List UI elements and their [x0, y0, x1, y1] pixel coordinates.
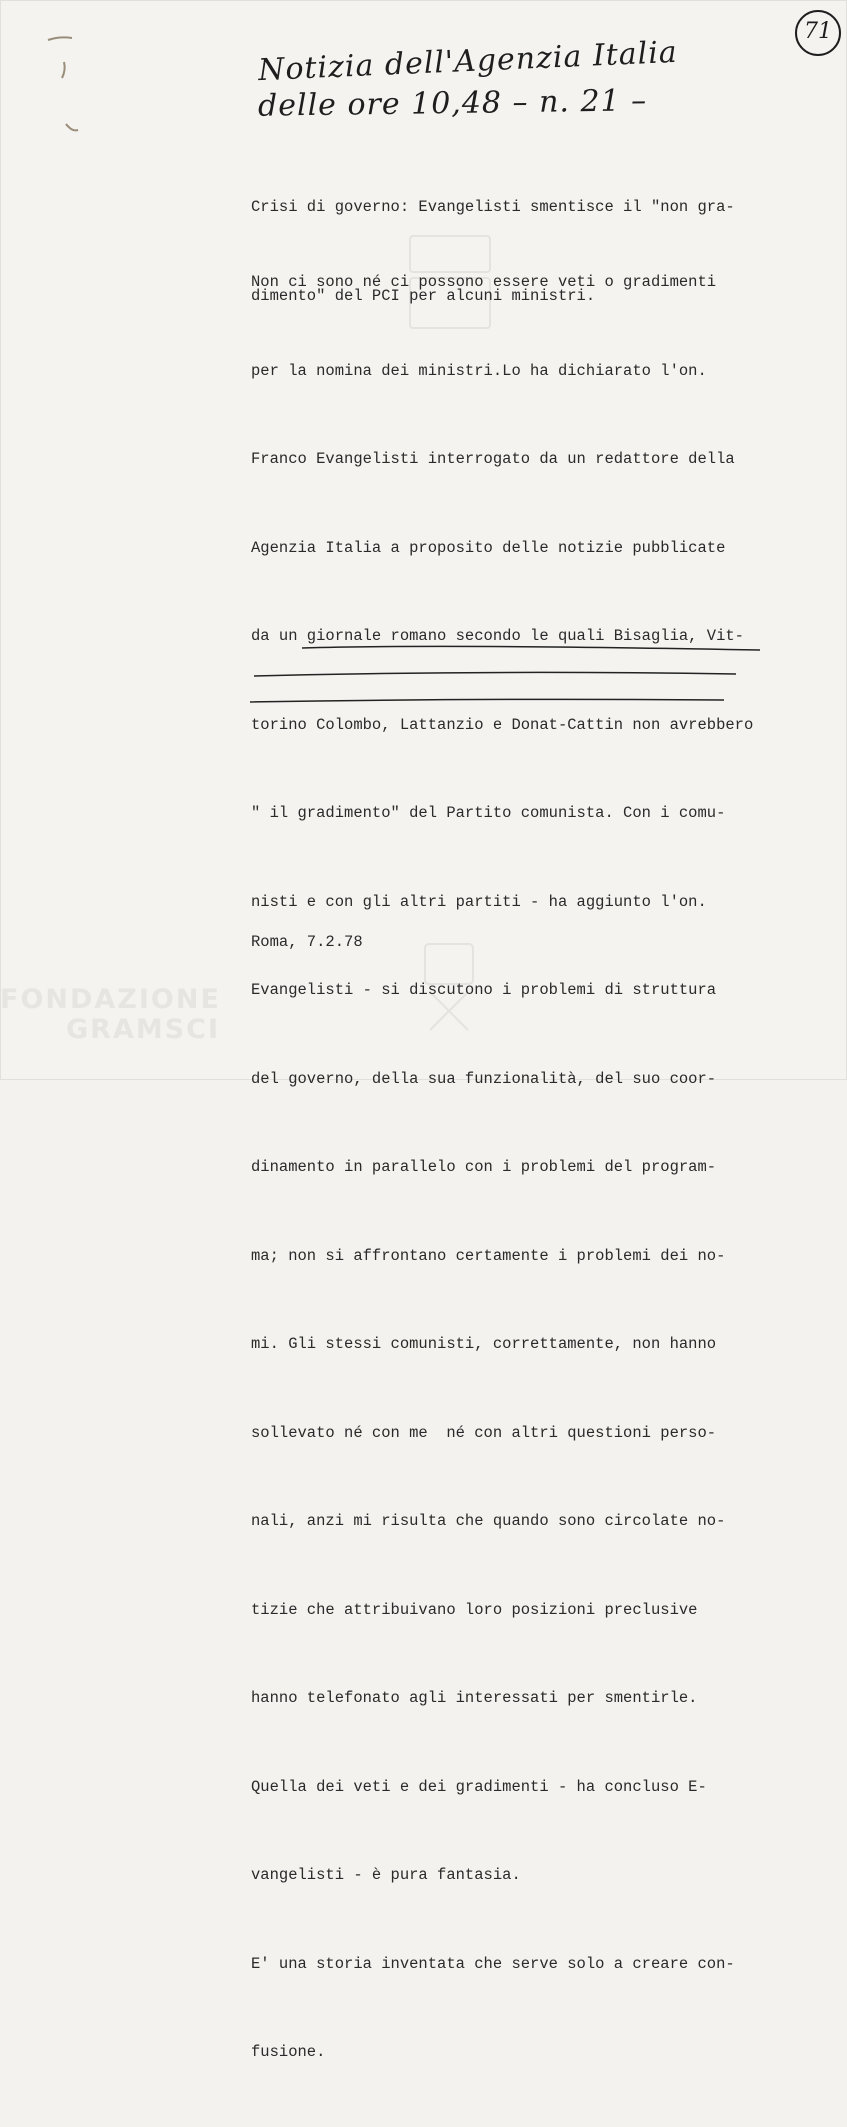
dateline-text: Roma, 7.2.78 [251, 933, 363, 951]
body-line: Quella dei veti e dei gradimenti - ha concluso E- [251, 1777, 707, 1796]
body-line: Evangelisti - si discutono i problemi di struttura [251, 981, 717, 999]
handwritten-header-line-1: Notizia dell'Agenzia Italia [257, 34, 679, 89]
body-line: dinamento in parallelo con i problemi del program- [251, 1158, 717, 1176]
body-line: da un giornale romano secondo le quali Bisaglia, Vit- [251, 627, 744, 645]
body-line: ma; non si affrontano certamente i problemi dei no- [251, 1246, 726, 1265]
body-line: sollevato né con me né con altri questioni perso- [251, 1423, 717, 1442]
body-line: per la nomina dei ministri.Lo ha dichiarato l'on. [251, 361, 707, 380]
body-line: Franco Evangelisti interrogato da un redattore della [251, 450, 735, 468]
body-line: vangelisti - è pura fantasia. [251, 1866, 521, 1884]
dateline [251, 869, 791, 1017]
watermark-line-1: FONDAZIONE [0, 984, 221, 1015]
body-line: " il gradimento" del Partito comunista. Con i comu- [251, 804, 726, 822]
body-line: fusione. [251, 2043, 326, 2061]
body-line: tizie che attribuivano loro posizioni preclusive [251, 1600, 698, 1619]
handwritten-page-number: 71 [795, 10, 841, 56]
body-line: Non ci sono né ci possono essere veti o gradimenti [251, 273, 717, 291]
archive-watermark [0, 985, 221, 1045]
body-line: torino Colombo, Lattanzio e Donat-Cattin non avrebbero [251, 715, 754, 734]
body-line: E' una storia inventata che serve solo a creare con- [251, 1954, 735, 1973]
handwritten-underlines [240, 640, 780, 710]
body-line: nali, anzi mi risulta che quando sono circolate no- [251, 1512, 726, 1530]
title-line: Crisi di governo: Evangelisti smentisce il "non gra- [251, 198, 735, 216]
margin-pencil-marks [20, 20, 110, 170]
body-line: hanno telefonato agli interessati per smentirle. [251, 1689, 698, 1707]
body-line: mi. Gli stessi comunisti, correttamente, non hanno [251, 1335, 717, 1353]
watermark-line-2: GRAMSCI [66, 1014, 221, 1045]
document-body [251, 209, 791, 2127]
title-line: dimento" del PCI per alcuni ministri. [251, 286, 596, 305]
body-line: Agenzia Italia a proposito delle notizie pubblicate [251, 538, 726, 557]
handwritten-header-line-2: delle ore 10,48 – n. 21 – [257, 83, 648, 124]
body-line: del governo, della sua funzionalità, del suo coor- [251, 1069, 717, 1088]
body-line: nisti e con gli altri partiti - ha aggiunto l'on. [251, 892, 707, 911]
